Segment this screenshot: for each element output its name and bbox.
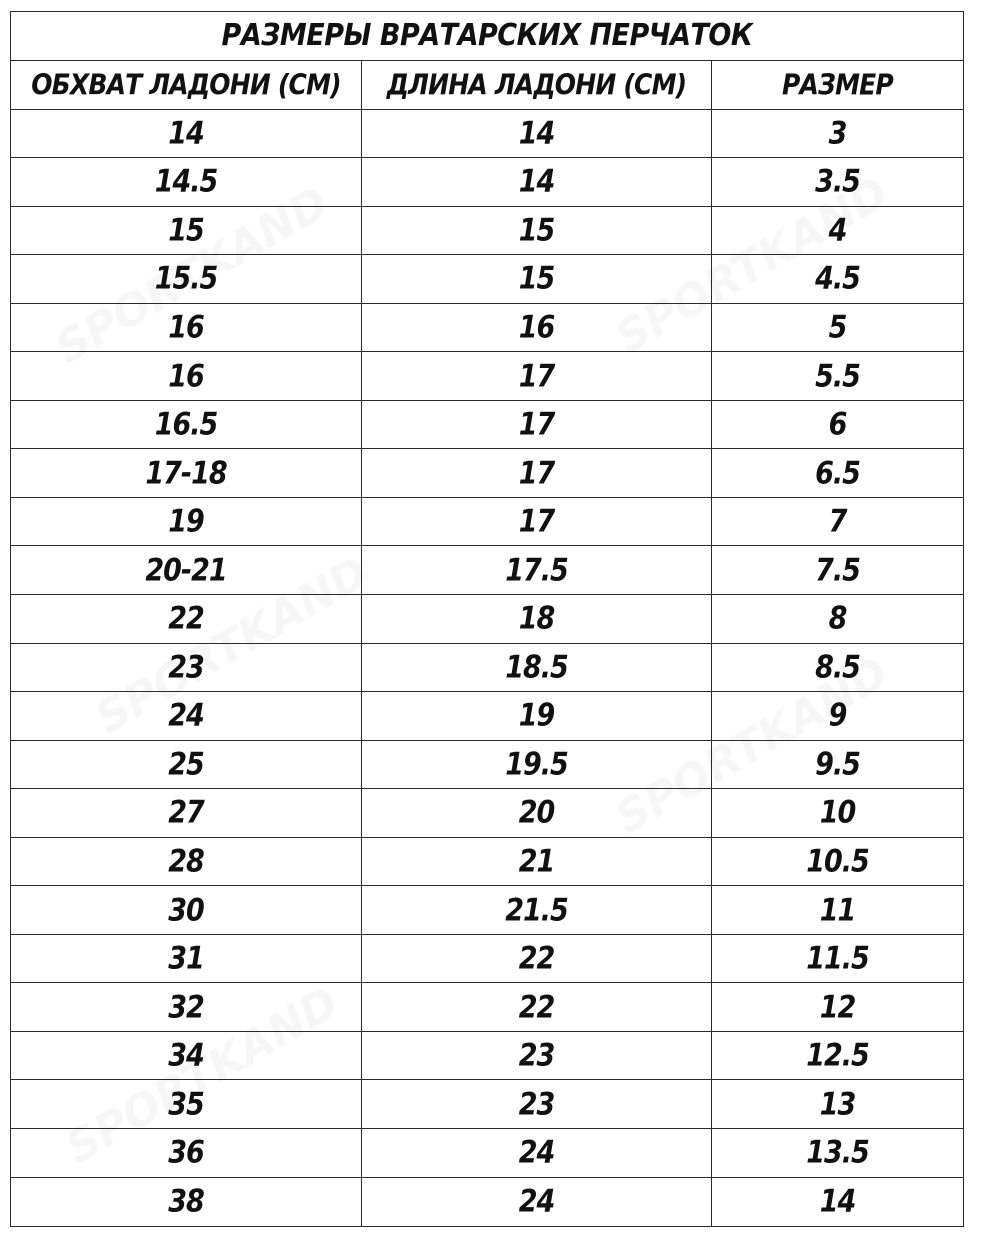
cell-size: 7: [828, 503, 847, 540]
cell-palm-girth: 31: [11, 935, 362, 983]
table-row: [11, 158, 963, 207]
cell-size: 10.5: [806, 843, 869, 880]
cell-palm-length: 17: [362, 352, 712, 400]
cell-size: 3: [828, 115, 847, 152]
cell-palm-length: 17: [362, 498, 712, 546]
cell-palm-girth: 15.5: [11, 255, 362, 303]
cell-palm-girth: 16: [11, 352, 362, 400]
cell-size: 7.5: [815, 552, 860, 589]
table-row: [11, 886, 963, 935]
cell-palm-length: 19.5: [362, 741, 712, 789]
cell-palm-length: 23: [362, 1080, 712, 1128]
cell-palm-length: 21.5: [362, 886, 712, 934]
cell-size: 4.5: [815, 261, 860, 297]
cell-palm-girth: 15: [11, 207, 362, 255]
cell-palm-girth: 22: [11, 595, 362, 643]
cell-size: 9: [828, 698, 847, 734]
table-row: [11, 789, 963, 838]
cell-size: 10: [819, 795, 856, 831]
cell-size: 13: [819, 1086, 856, 1123]
cell-palm-length: 24: [362, 1178, 712, 1227]
cell-palm-length: 19: [362, 692, 712, 740]
cell-palm-girth: 16: [11, 304, 362, 352]
cell-size: 6: [828, 406, 847, 443]
table-row: [11, 838, 963, 887]
cell-size: 14: [819, 1183, 856, 1220]
table-row: [11, 449, 963, 498]
cell-palm-girth: 16.5: [11, 401, 362, 449]
cell-palm-length: 16: [362, 304, 712, 352]
cell-size: 8.5: [815, 649, 860, 686]
cell-size: 4: [828, 212, 847, 249]
cell-palm-girth: 14.5: [11, 158, 362, 206]
cell-palm-length: 14: [362, 158, 712, 206]
table-row: [11, 546, 963, 595]
cell-palm-girth: 38: [11, 1178, 362, 1227]
cell-size: 5.5: [815, 358, 860, 394]
table-row: [11, 1178, 963, 1227]
cell-palm-girth: 34: [11, 1032, 362, 1080]
size-table: [10, 11, 964, 1227]
cell-palm-girth: 32: [11, 983, 362, 1031]
table-header-row: [11, 61, 963, 110]
header-size: РАЗМЕР: [782, 68, 893, 102]
cell-size: 3.5: [815, 163, 860, 200]
cell-palm-girth: 30: [11, 886, 362, 934]
table-row: [11, 983, 963, 1032]
cell-size: 12: [819, 989, 856, 1025]
table-row: [11, 110, 963, 159]
table-row: [11, 498, 963, 547]
cell-palm-length: 21: [362, 838, 712, 886]
header-palm-length: ДЛИНА ЛАДОНИ (СМ): [362, 61, 712, 109]
cell-palm-length: 17.5: [362, 546, 712, 594]
cell-palm-length: 18.5: [362, 644, 712, 692]
table-row: [11, 595, 963, 644]
table-row: [11, 1032, 963, 1081]
table-row: [11, 304, 963, 353]
cell-palm-girth: 25: [11, 741, 362, 789]
table-row: [11, 207, 963, 256]
cell-palm-girth: 28: [11, 838, 362, 886]
cell-palm-length: 15: [362, 207, 712, 255]
cell-palm-length: 14: [362, 110, 712, 158]
cell-palm-girth: 17-18: [11, 449, 362, 497]
cell-size: 13.5: [806, 1134, 869, 1171]
table-row: [11, 692, 963, 741]
table-row: [11, 741, 963, 790]
cell-size: 8: [828, 600, 847, 637]
table-row: [11, 255, 963, 304]
cell-size: 5: [828, 309, 847, 346]
cell-palm-girth: 14: [11, 110, 362, 158]
cell-palm-girth: 27: [11, 789, 362, 837]
cell-palm-length: 24: [362, 1129, 712, 1177]
table-row: [11, 401, 963, 450]
table-row: [11, 1080, 963, 1129]
header-palm-girth: ОБХВАТ ЛАДОНИ (СМ): [11, 61, 362, 109]
table-title-row: [11, 12, 963, 61]
table-title: РАЗМЕРЫ ВРАТАРСКИХ ПЕРЧАТОК: [221, 18, 753, 54]
cell-palm-length: 17: [362, 449, 712, 497]
cell-palm-girth: 20-21: [11, 546, 362, 594]
table-row: [11, 644, 963, 693]
cell-palm-length: 17: [362, 401, 712, 449]
cell-palm-girth: 24: [11, 692, 362, 740]
cell-palm-girth: 19: [11, 498, 362, 546]
cell-palm-girth: 23: [11, 644, 362, 692]
cell-palm-girth: 35: [11, 1080, 362, 1128]
cell-palm-length: 15: [362, 255, 712, 303]
table-row: [11, 352, 963, 401]
cell-palm-length: 20: [362, 789, 712, 837]
cell-palm-length: 22: [362, 983, 712, 1031]
cell-size: 9.5: [815, 746, 860, 783]
table-row: [11, 1129, 963, 1178]
cell-size: 12.5: [806, 1037, 869, 1074]
cell-palm-length: 22: [362, 935, 712, 983]
cell-size: 6.5: [815, 455, 860, 491]
cell-palm-girth: 36: [11, 1129, 362, 1177]
cell-size: 11: [819, 892, 856, 928]
cell-palm-length: 18: [362, 595, 712, 643]
table-row: [11, 935, 963, 984]
cell-palm-length: 23: [362, 1032, 712, 1080]
cell-size: 11.5: [806, 940, 869, 977]
